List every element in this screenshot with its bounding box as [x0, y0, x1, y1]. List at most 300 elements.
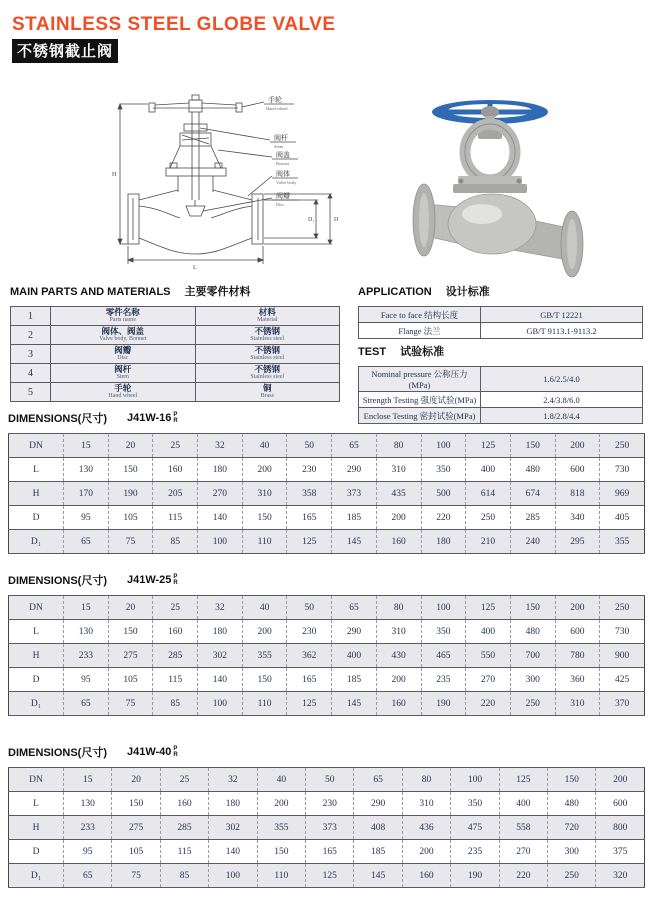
- part-name-zh: 阀瓣: [114, 345, 132, 355]
- table-row: [11, 307, 340, 326]
- table-row: [9, 482, 645, 506]
- table-row: [9, 434, 645, 458]
- model-suffix-bottom: R: [173, 418, 178, 424]
- dimensions-section-J41W-25: [8, 572, 648, 716]
- dim-value: 185: [332, 668, 377, 692]
- part-material-en: Brass: [260, 393, 274, 399]
- dim-value: 290: [354, 792, 402, 816]
- dim-value: 15: [64, 434, 109, 458]
- dim-value: 400: [499, 792, 547, 816]
- table-row: [9, 644, 645, 668]
- valve-drawing-svg: [98, 88, 350, 276]
- table-row: [11, 326, 340, 345]
- dim-value: 400: [466, 458, 511, 482]
- dim-value: 150: [242, 506, 287, 530]
- dim-value: 100: [209, 864, 257, 888]
- row-label: Face to face 结构长度: [359, 307, 481, 323]
- label-stem: 阀杆: [274, 134, 288, 142]
- dim-value: 50: [287, 596, 332, 620]
- dim-value: 25: [153, 596, 198, 620]
- dim-value: 220: [421, 506, 466, 530]
- row-label: Strength Testing 强度试验(MPa): [359, 392, 481, 408]
- dim-value: 240: [510, 530, 555, 554]
- table-row: [9, 692, 645, 716]
- dim-value: 250: [600, 434, 645, 458]
- dim-value: 95: [64, 668, 109, 692]
- part-material: [195, 364, 340, 383]
- dimensions-heading: [8, 572, 648, 588]
- dim-value: 160: [153, 458, 198, 482]
- dim-row-label: L: [9, 458, 64, 482]
- page-header: [12, 14, 336, 63]
- dim-row-label: DN: [9, 768, 64, 792]
- dim-value: 40: [242, 434, 287, 458]
- dim-value: 125: [466, 434, 511, 458]
- part-number: 5: [11, 383, 51, 402]
- dim-value: 400: [332, 644, 377, 668]
- valve-model: J41W-25: [127, 574, 172, 586]
- part-material-zh: 不锈钢: [254, 326, 280, 336]
- dim-value: 275: [108, 644, 153, 668]
- dim-value: 160: [153, 620, 198, 644]
- model-suffix: [173, 746, 177, 758]
- part-material-en: Stainless steel: [250, 374, 285, 380]
- parts-table: [10, 306, 340, 402]
- dim-value: 200: [242, 458, 287, 482]
- part-name-zh: 手轮: [114, 383, 132, 393]
- dim-value: 160: [402, 864, 450, 888]
- part-number: 1: [11, 307, 51, 326]
- dimensions-heading-label: DIMENSIONS(尺寸): [8, 747, 107, 759]
- dimensions-section-J41W-16: [8, 410, 648, 554]
- dim-value: 105: [108, 506, 153, 530]
- dim-value: 290: [332, 620, 377, 644]
- dim-value: 145: [354, 864, 402, 888]
- dim-value: 65: [332, 596, 377, 620]
- dim-value: 270: [499, 840, 547, 864]
- dim-value: 110: [257, 864, 305, 888]
- dim-value: 435: [376, 482, 421, 506]
- dim-value: 65: [64, 864, 112, 888]
- dim-value: 115: [160, 840, 208, 864]
- dimensions-table-J41W-16: [8, 433, 645, 554]
- part-name-en: Parts name: [109, 317, 136, 323]
- table-row: [359, 392, 643, 408]
- dim-value: 600: [596, 792, 645, 816]
- table-row: [11, 383, 340, 402]
- dim-row-label: D: [9, 668, 64, 692]
- part-name: [51, 345, 196, 364]
- dim-value: 40: [257, 768, 305, 792]
- dim-value: 65: [64, 530, 109, 554]
- part-name-en: Hand wheel: [108, 393, 138, 399]
- dim-value: 65: [64, 692, 109, 716]
- dim-value: 310: [555, 692, 600, 716]
- dim-value: 140: [209, 840, 257, 864]
- dim-row-label: L: [9, 792, 64, 816]
- dim-value: 302: [198, 644, 243, 668]
- dim-value: 250: [466, 506, 511, 530]
- part-name-en: Stem: [116, 374, 129, 380]
- part-material: [195, 307, 340, 326]
- model-suffix-bottom: R: [173, 752, 178, 758]
- dim-value: 358: [287, 482, 332, 506]
- valve-photo: [398, 86, 613, 278]
- dim-value: 25: [160, 768, 208, 792]
- dim-row-label: DN: [9, 434, 64, 458]
- part-name-zh: 阀杆: [114, 364, 132, 374]
- dim-value: 500: [421, 482, 466, 506]
- dim-value: 285: [153, 644, 198, 668]
- svg-text:Valve body: Valve body: [276, 180, 297, 185]
- dim-value: 900: [600, 644, 645, 668]
- dim-value: 600: [555, 620, 600, 644]
- dimensions-heading-label: DIMENSIONS(尺寸): [8, 575, 107, 587]
- dim-value: 80: [376, 434, 421, 458]
- dim-value: 140: [198, 506, 243, 530]
- dim-value: 295: [555, 530, 600, 554]
- row-value: 2.4/3.8/6.0: [481, 392, 643, 408]
- table-row: [9, 668, 645, 692]
- valve-photo-svg: [398, 86, 613, 278]
- dim-value: 100: [421, 434, 466, 458]
- dim-value: 285: [510, 506, 555, 530]
- dim-value: 145: [332, 530, 377, 554]
- row-value: GB/T 12221: [481, 307, 643, 323]
- dim-value: 290: [332, 458, 377, 482]
- table-row: [359, 367, 643, 392]
- dim-value: 130: [64, 620, 109, 644]
- dim-value: 160: [376, 692, 421, 716]
- dim-value: 818: [555, 482, 600, 506]
- part-material-en: Material: [257, 317, 278, 323]
- dim-row-label: D: [9, 506, 64, 530]
- dim-value: 674: [510, 482, 555, 506]
- table-row: [11, 345, 340, 364]
- dim-value: 400: [466, 620, 511, 644]
- page-title-chinese: 不锈钢截止阀: [12, 39, 118, 63]
- dim-value: 200: [402, 840, 450, 864]
- dim-value: 230: [306, 792, 354, 816]
- part-material-zh: 不锈钢: [254, 364, 280, 374]
- dim-value: 165: [306, 840, 354, 864]
- part-name-zh: 阀体、阀盖: [101, 326, 144, 336]
- dim-value: 800: [596, 816, 645, 840]
- label-handwheel: 手轮: [268, 96, 282, 104]
- dim-value: 373: [332, 482, 377, 506]
- dim-value: 720: [548, 816, 596, 840]
- dim-value: 100: [198, 530, 243, 554]
- dim-value: 558: [499, 816, 547, 840]
- part-number: 3: [11, 345, 51, 364]
- svg-text:Stem: Stem: [274, 144, 284, 149]
- dim-value: 115: [153, 506, 198, 530]
- dim-value: 480: [510, 620, 555, 644]
- dim-value: 405: [600, 506, 645, 530]
- dim-value: 115: [153, 668, 198, 692]
- dim-value: 110: [242, 692, 287, 716]
- model-suffix: [173, 412, 177, 424]
- dim-value: 165: [287, 668, 332, 692]
- dim-value: 235: [451, 840, 499, 864]
- dim-value: 250: [548, 864, 596, 888]
- dim-row-label: H: [9, 644, 64, 668]
- dimensions-heading: [8, 410, 648, 426]
- application-heading: APPLICATION 设计标准: [358, 286, 490, 298]
- dim-value: 360: [555, 668, 600, 692]
- dim-value: 425: [600, 668, 645, 692]
- label-valve-body: 阀体: [276, 170, 290, 178]
- dim-value: 150: [112, 792, 160, 816]
- dim-H: H: [112, 172, 117, 178]
- dim-value: 20: [108, 596, 153, 620]
- part-material-en: Stainless steel: [250, 355, 285, 361]
- dim-value: 220: [499, 864, 547, 888]
- dim-value: 75: [108, 530, 153, 554]
- dim-value: 730: [600, 458, 645, 482]
- table-row: [9, 458, 645, 482]
- table-row: [9, 792, 645, 816]
- dim-value: 700: [510, 644, 555, 668]
- valve-model: J41W-40: [127, 746, 172, 758]
- dim-value: 235: [421, 668, 466, 692]
- svg-text:Disc: Disc: [276, 202, 285, 207]
- dimensions-table-J41W-25: [8, 595, 645, 716]
- dim-value: 150: [510, 434, 555, 458]
- part-name: [51, 307, 196, 326]
- dim-value: 230: [287, 620, 332, 644]
- part-material-zh: 铜: [262, 383, 272, 393]
- dim-value: 95: [64, 506, 109, 530]
- part-material: [195, 345, 340, 364]
- valve-model: J41W-16: [127, 412, 172, 424]
- dim-value: 32: [198, 434, 243, 458]
- dimensions-table-J41W-40: [8, 767, 645, 888]
- dim-L: L: [193, 265, 197, 271]
- svg-text:Bonnet: Bonnet: [276, 161, 289, 166]
- dim-value: 233: [64, 816, 112, 840]
- row-label: Nominal pressure 公称压力(MPa): [359, 367, 481, 392]
- dim-value: 200: [376, 668, 421, 692]
- dim-value: 969: [600, 482, 645, 506]
- table-row: [359, 323, 643, 339]
- svg-text:Hand wheel: Hand wheel: [266, 106, 288, 111]
- dim-value: 125: [466, 596, 511, 620]
- dim-value: 350: [451, 792, 499, 816]
- dim-value: 180: [209, 792, 257, 816]
- dim-value: 50: [287, 434, 332, 458]
- dim-value: 125: [499, 768, 547, 792]
- model-suffix-bottom: R: [173, 580, 178, 586]
- dim-value: 160: [376, 530, 421, 554]
- dim-value: 32: [198, 596, 243, 620]
- dim-value: 125: [287, 692, 332, 716]
- dim-value: 100: [451, 768, 499, 792]
- dim-value: 350: [421, 458, 466, 482]
- part-material-zh: 不锈钢: [254, 345, 280, 355]
- dim-row-label: D₁: [9, 864, 64, 888]
- dim-value: 310: [402, 792, 450, 816]
- test-heading: TEST 试验标准: [358, 346, 445, 358]
- dim-value: 100: [421, 596, 466, 620]
- dim-value: 105: [108, 668, 153, 692]
- dim-value: 300: [548, 840, 596, 864]
- dim-value: 310: [376, 458, 421, 482]
- drawing-part-labels: [112, 95, 339, 271]
- dim-value: 200: [596, 768, 645, 792]
- dim-value: 480: [510, 458, 555, 482]
- dim-value: 355: [242, 644, 287, 668]
- dim-value: 80: [376, 596, 421, 620]
- dim-row-label: H: [9, 482, 64, 506]
- part-material-en: Stainless steel: [250, 336, 285, 342]
- dim-value: 190: [451, 864, 499, 888]
- dim-value: 150: [510, 596, 555, 620]
- dim-value: 200: [555, 434, 600, 458]
- dim-value: 190: [108, 482, 153, 506]
- dim-value: 355: [257, 816, 305, 840]
- dim-value: 32: [209, 768, 257, 792]
- page-title-english: STAINLESS STEEL GLOBE VALVE: [12, 14, 336, 35]
- dim-value: 130: [64, 792, 112, 816]
- dim-value: 185: [354, 840, 402, 864]
- dim-value: 150: [257, 840, 305, 864]
- part-name-en: Valve body, Bonnet: [99, 336, 147, 342]
- row-value: 1.8/2.8/4.4: [481, 408, 643, 424]
- part-number: 2: [11, 326, 51, 345]
- dim-row-label: L: [9, 620, 64, 644]
- dim-value: 150: [242, 668, 287, 692]
- dim-value: 110: [242, 530, 287, 554]
- dim-value: 140: [198, 668, 243, 692]
- dim-value: 250: [600, 596, 645, 620]
- dim-value: 75: [112, 864, 160, 888]
- dim-value: 285: [160, 816, 208, 840]
- dim-value: 15: [64, 596, 109, 620]
- label-bonnet: 阀盖: [276, 151, 290, 159]
- part-material: [195, 383, 340, 402]
- dim-value: 125: [306, 864, 354, 888]
- dim-row-label: D₁: [9, 692, 64, 716]
- part-number: 4: [11, 364, 51, 383]
- model-suffix-top: P: [173, 746, 178, 752]
- dim-value: 200: [257, 792, 305, 816]
- dim-value: 275: [112, 816, 160, 840]
- dim-value: 350: [421, 620, 466, 644]
- dim-value: 250: [510, 692, 555, 716]
- dim-value: 370: [600, 692, 645, 716]
- row-label: Flange 法兰: [359, 323, 481, 339]
- table-row: [9, 620, 645, 644]
- part-material: [195, 326, 340, 345]
- table-row: [9, 816, 645, 840]
- row-value: 1.6/2.5/4.0: [481, 367, 643, 392]
- dim-value: 100: [198, 692, 243, 716]
- table-row: [9, 864, 645, 888]
- dim-value: 15: [64, 768, 112, 792]
- part-name-zh: 零件名称: [105, 307, 140, 317]
- table-row: [9, 530, 645, 554]
- dim-value: 310: [376, 620, 421, 644]
- dim-value: 65: [354, 768, 402, 792]
- dim-value: 200: [376, 506, 421, 530]
- dim-value: 65: [332, 434, 377, 458]
- dim-value: 85: [153, 692, 198, 716]
- dim-value: 465: [421, 644, 466, 668]
- part-name: [51, 364, 196, 383]
- dimensions-section-J41W-40: [8, 744, 648, 888]
- dim-value: 550: [466, 644, 511, 668]
- table-row: [9, 596, 645, 620]
- dim-value: 270: [198, 482, 243, 506]
- dim-D1: D₁: [308, 217, 315, 223]
- dim-value: 210: [466, 530, 511, 554]
- table-row: [9, 506, 645, 530]
- part-name: [51, 383, 196, 402]
- dim-value: 300: [510, 668, 555, 692]
- dim-value: 85: [153, 530, 198, 554]
- dim-value: 185: [332, 506, 377, 530]
- dim-value: 95: [64, 840, 112, 864]
- dim-value: 190: [421, 692, 466, 716]
- dim-value: 160: [160, 792, 208, 816]
- dim-value: 475: [451, 816, 499, 840]
- model-suffix-top: P: [173, 412, 178, 418]
- dim-value: 25: [153, 434, 198, 458]
- part-name: [51, 326, 196, 345]
- dim-value: 150: [108, 458, 153, 482]
- table-row: [9, 768, 645, 792]
- dim-row-label: D: [9, 840, 64, 864]
- application-section: [358, 283, 645, 339]
- dim-value: 170: [64, 482, 109, 506]
- dim-value: 362: [287, 644, 332, 668]
- dim-value: 373: [306, 816, 354, 840]
- dim-value: 150: [108, 620, 153, 644]
- dim-value: 50: [306, 768, 354, 792]
- part-material-zh: 材料: [258, 307, 276, 317]
- dim-value: 430: [376, 644, 421, 668]
- parts-heading: MAIN PARTS AND MATERIALS 主要零件材料: [10, 286, 251, 298]
- dim-value: 320: [596, 864, 645, 888]
- dim-value: 105: [112, 840, 160, 864]
- model-suffix: [173, 574, 177, 586]
- dim-value: 310: [242, 482, 287, 506]
- dim-value: 600: [555, 458, 600, 482]
- dim-value: 780: [555, 644, 600, 668]
- table-row: [9, 840, 645, 864]
- dim-value: 200: [242, 620, 287, 644]
- dim-value: 436: [402, 816, 450, 840]
- dim-value: 130: [64, 458, 109, 482]
- table-row: [359, 307, 643, 323]
- dim-value: 180: [198, 458, 243, 482]
- dim-D: D: [334, 217, 339, 223]
- dim-value: 220: [466, 692, 511, 716]
- row-value: GB/T 9113.1-9113.2: [481, 323, 643, 339]
- dim-value: 20: [108, 434, 153, 458]
- dim-row-label: DN: [9, 596, 64, 620]
- dim-value: 40: [242, 596, 287, 620]
- dim-value: 165: [287, 506, 332, 530]
- dim-value: 614: [466, 482, 511, 506]
- label-disc: 阀瓣: [276, 192, 290, 200]
- parts-section: [10, 283, 342, 402]
- dim-value: 180: [198, 620, 243, 644]
- dim-value: 80: [402, 768, 450, 792]
- dim-value: 150: [548, 768, 596, 792]
- dim-value: 375: [596, 840, 645, 864]
